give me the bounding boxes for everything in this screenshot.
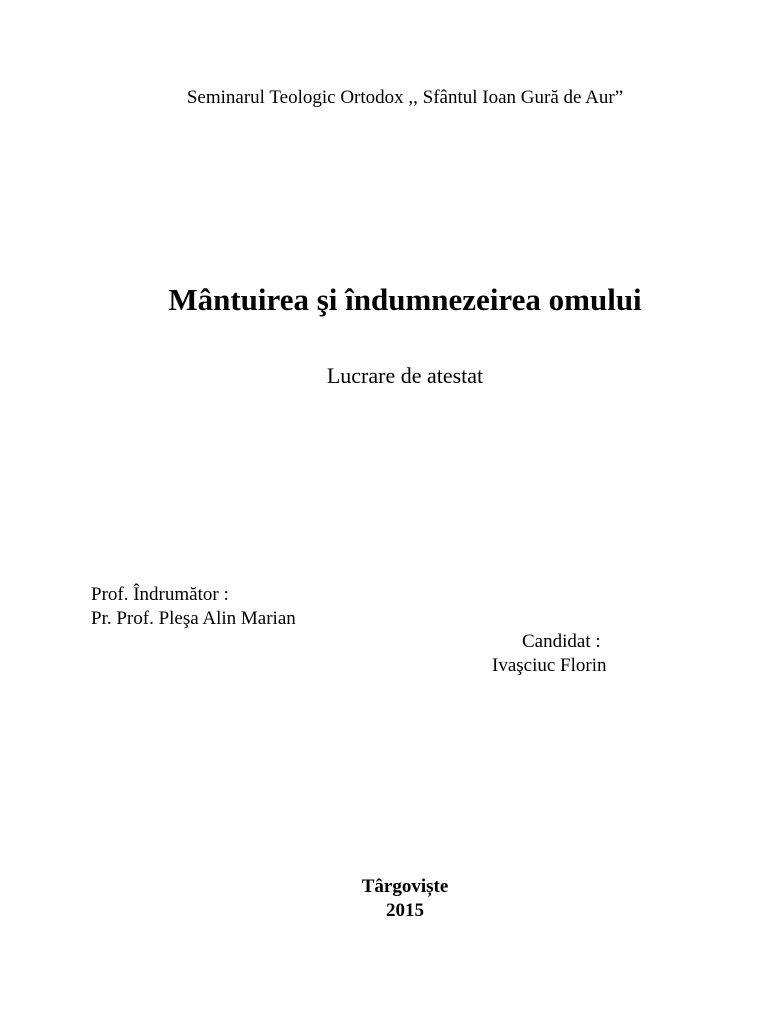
advisor-name: Pr. Prof. Pleşa Alin Marian bbox=[91, 608, 296, 629]
document-subtitle: Lucrare de atestat bbox=[326, 363, 484, 388]
document-year: 2015 bbox=[386, 900, 424, 921]
place-name: Târgoviște bbox=[361, 876, 449, 897]
candidate-label: Candidat : bbox=[522, 631, 601, 652]
institution-name: Seminarul Teologic Ortodox ,, Sfântul Ioan Gură de Aur” bbox=[186, 87, 624, 108]
advisor-label: Prof. Îndrumător : bbox=[91, 584, 229, 605]
candidate-name: Ivaşciuc Florin bbox=[492, 655, 607, 676]
document-title: Mântuirea şi îndumnezeirea omului bbox=[168, 282, 642, 317]
